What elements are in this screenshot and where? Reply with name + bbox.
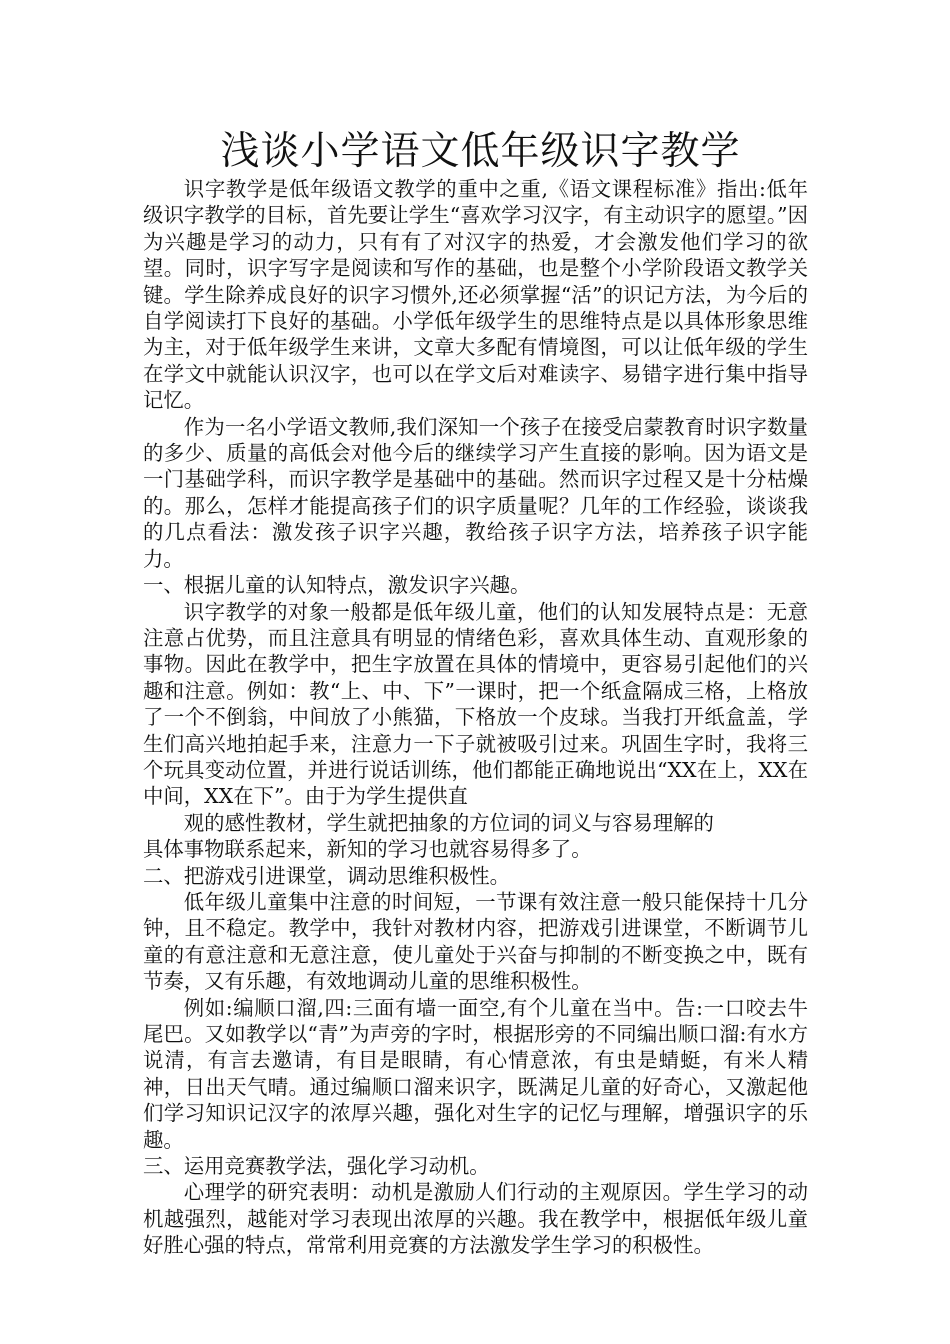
paragraph-2: 作为一名小学语文教师,我们深知一个孩子在接受启蒙教育时识字数量的多少、质量的高低会对他今后的继续学习产生直接的影响。因为语文是一门基础学科，而识字教学是基础中的基础。然而识字过程又是十分枯燥的。那么，怎样才能提高孩子们的识字质量呢？几年的工作经验，谈谈我的几点看法：激发孩子识字兴趣，教给孩子识字方法，培养孩子识字能力。: [143, 414, 808, 571]
section-heading-3: 三、运用竞赛教学法，强化学习动机。: [143, 1154, 490, 1179]
paragraph-3: 识字教学的对象一般都是低年级儿童，他们的认知发展特点是：无意注意占优势，而且注意具有明显的情绪色彩，喜欢具体生动、直观形象的事物。因此在教学中，把生字放置在具体的情境中，更容易引起他们的兴趣和注意。例如：教“上、中、下”一课时，把一个纸盒隔成三格，上格放了一个不倒翁，中间放了小熊猫，下格放一个皮球。当我打开纸盒盖，学生们高兴地拍起手来，注意力一下子就被吸引过来。巩固生字时，我将三个玩具变动位置，并进行说话训练，他们都能正确地说出“XX在上，XX在中间，XX在下”。由于为学生提供直: [143, 599, 808, 809]
document-title: 浅谈小学语文低年级识字教学: [220, 129, 741, 174]
paragraph-3-continuation-2: 具体事物联系起来，新知的学习也就容易得多了。: [143, 837, 592, 862]
document-page: [143, 128, 808, 1259]
paragraph-3-continuation-1: 观的感性教材，学生就把抽象的方位词的词义与容易理解的: [183, 810, 714, 835]
section-heading-1: 一、根据儿童的认知特点，激发识字兴趣。: [143, 573, 531, 598]
paragraph-5: 例如:编顺口溜,四:三面有墙一面空,有个儿童在当中。告:一口咬去牛尾巴。又如教学以“青”为声旁的字时，根据形旁的不同编出顺口溜:有水方说清，有言去邀请，有目是眼睛，有心情意浓，有虫是蜻蜓，有米人精神，日出天气晴。通过编顺口溜来识字，既满足儿童的好奇心，又激起他们学习知识记汉字的浓厚兴趣，强化对生字的记忆与理解，增强识字的乐趣。: [143, 995, 808, 1152]
paragraph-6: 心理学的研究表明：动机是激励人们行动的主观原因。学生学习的动机越强烈，越能对学习表现出浓厚的兴趣。我在教学中，根据低年级儿童好胜心强的特点，常常利用竞赛的方法激发学生学习的积极性。: [143, 1180, 808, 1258]
paragraph-4: 低年级儿童集中注意的时间短，一节课有效注意一般只能保持十几分钟，且不稳定。教学中，我针对教材内容，把游戏引进课堂，不断调节儿童的有意注意和无意注意，使儿童处于兴奋与抑制的不断变换之中，既有节奏，又有乐趣，有效地调动儿童的思维积极性。: [143, 889, 808, 994]
paragraph-1: 识字教学是低年级语文教学的重中之重,《语文课程标准》指出:低年级识字教学的目标，首先要让学生“喜欢学习汉字，有主动识字的愿望。”因为兴趣是学习的动力，只有有了对汉字的热爱，才会激发他们学习的欲望。同时，识字写字是阅读和写作的基础，也是整个小学阶段语文教学关键。学生除养成良好的识字习惯外,还必须掌握“活”的识记方法，为今后的自学阅读打下良好的基础。小学低年级学生的思维特点是以具体形象思维为主，对于低年级学生来讲，文章大多配有情境图，可以让低年级的学生在学文中就能认识汉字，也可以在学文后对难读字、易错字进行集中指导记忆。: [143, 177, 808, 413]
section-heading-2: 二、把游戏引进课堂，调动思维积极性。: [143, 863, 511, 888]
